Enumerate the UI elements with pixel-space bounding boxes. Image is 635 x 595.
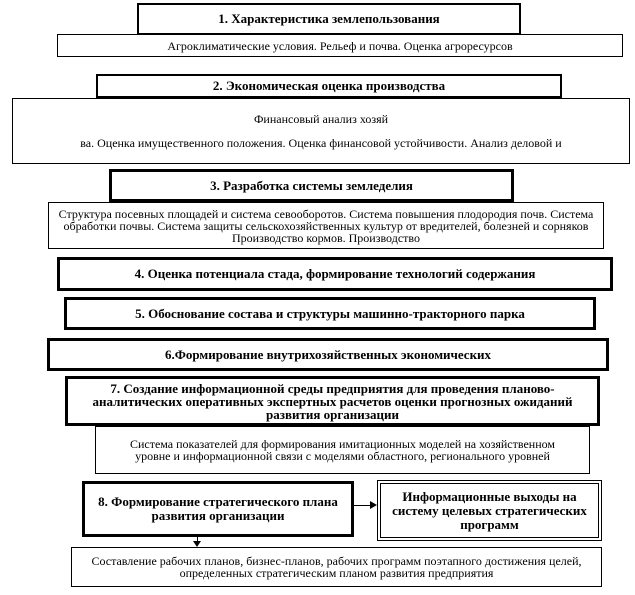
block-2-title: 2. Экономическая оценка производства (96, 74, 562, 98)
block-3-title: 3. Разработка системы земледелия (109, 169, 514, 202)
block-1-description: Агроклиматические условия. Рельеф и почва. Оценка агроресурсов (57, 34, 623, 57)
block-1-title: 1. Характеристика землепользования (137, 3, 521, 35)
connector-arrowhead (370, 501, 377, 509)
block-8-description: Составление рабочих планов, бизнес-планов, рабочих программ поэтапного достижения целей, определенных стратегическим планом развития предприятия (71, 547, 602, 587)
block-4-title: 4. Оценка потенциала стада, формирование технологий содержания (57, 257, 613, 291)
block-7-description: Система показателей для формирования имитационных моделей на хозяйственном уровне и информационной связи с моделями областного, регионального уровней (95, 426, 590, 474)
block-2-description: Финансовый анализ хозяй ва. Оценка имущественного положения. Оценка финансовой устойчивости. Анализ деловой и (12, 98, 630, 164)
information-outputs-box: Информационные выходы на систему целевых стратегических программ (377, 480, 602, 541)
block-3-description: Структура посевных площадей и система севооборотов. Система повышения плодородия почв. Система обработки почвы. Система защиты сельскохозяйственных культур от вредителей, болезней и сорняков Производство кормов. Производство (48, 202, 604, 249)
block-8-title: 8. Формирование стратегического плана развития организации (82, 481, 354, 537)
block-6-title: 6.Формирование внутрихозяйственных экономических (47, 338, 609, 371)
block-5-title: 5. Обоснование состава и структуры машинно-тракторного парка (64, 297, 596, 330)
block-7-title: 7. Создание информационной среды предприятия для проведения планово-аналитических оперативных экспертных расчетов оценки прогнозных ожиданий развития организации (65, 376, 600, 426)
